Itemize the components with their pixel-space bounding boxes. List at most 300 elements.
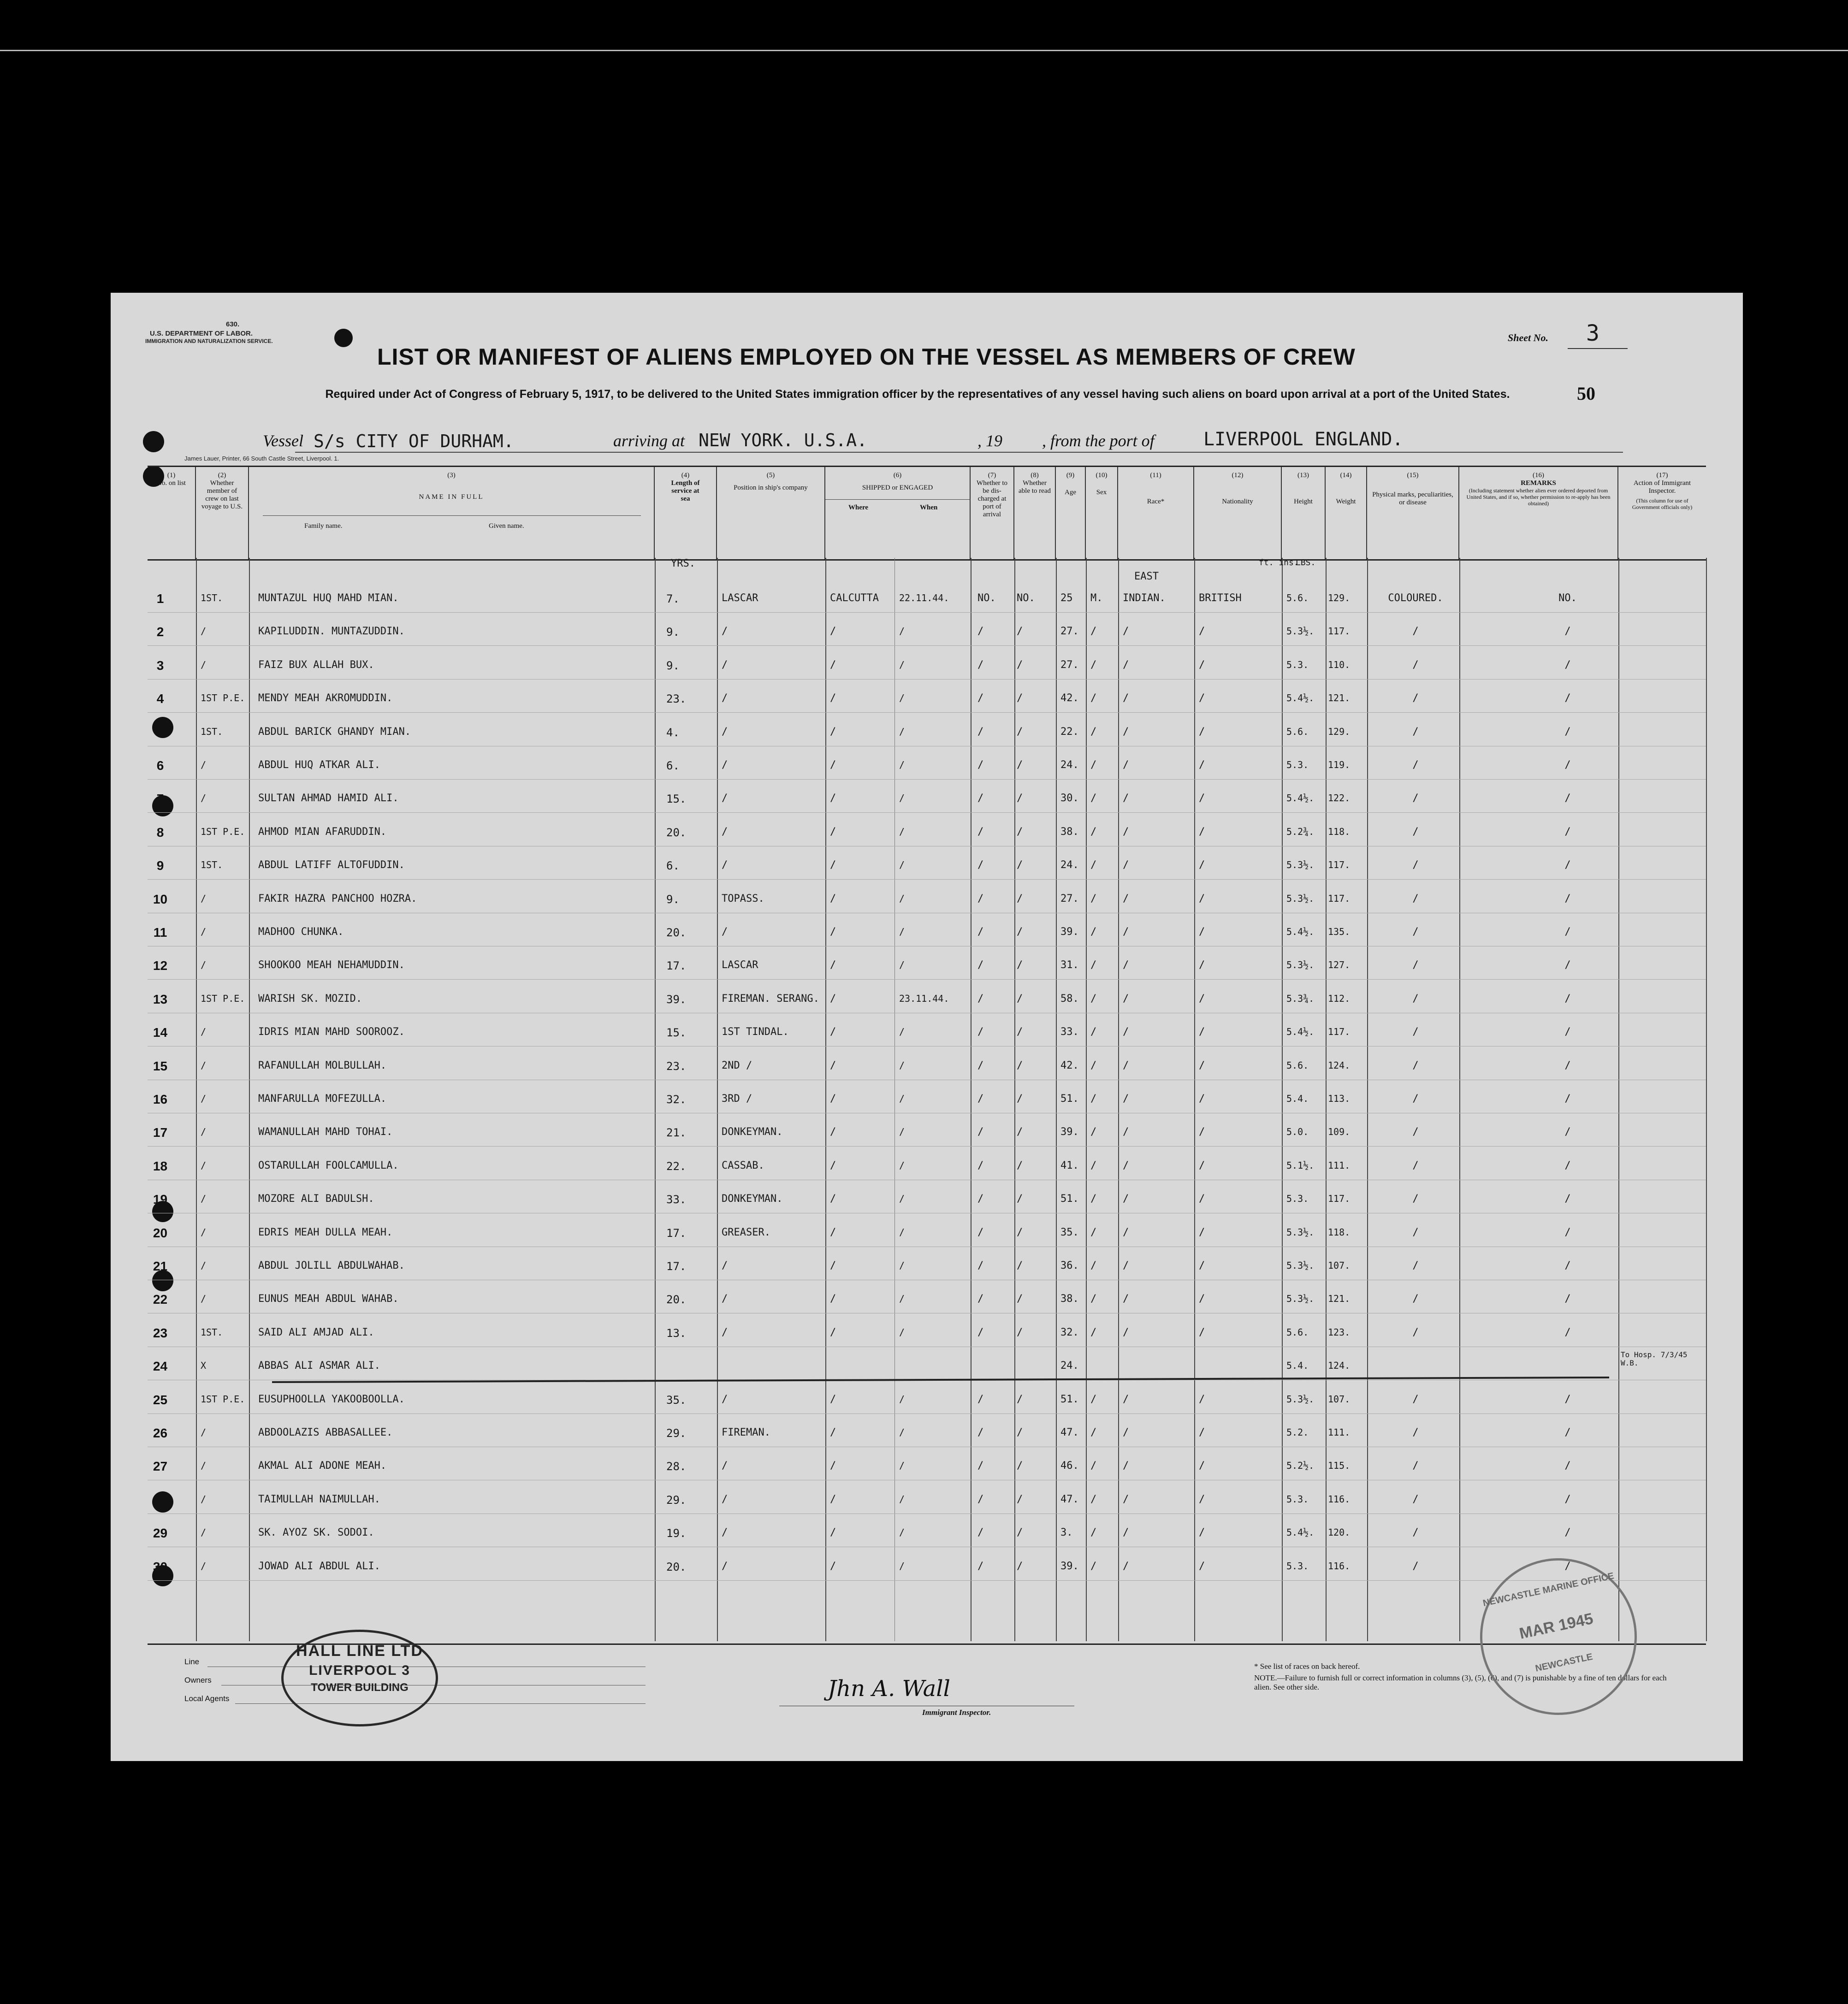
cell-nat: / [1199,1059,1205,1071]
column-rule [1118,558,1119,1641]
cell-remarks: / [1564,792,1571,804]
row-number: 11 [153,925,167,940]
cell-read: / [1017,993,1023,1005]
cell-when: / [899,1293,905,1305]
cell-marks: / [1412,1293,1419,1305]
cell-age: 41. [1060,1159,1079,1171]
col-header-11: (11) Race* [1118,467,1194,559]
cell-prev: 1ST. [201,859,223,871]
cell-read: / [1017,1126,1023,1138]
cell-service: 33. [666,1193,687,1206]
cell-height: 5.4½. [1286,1527,1315,1538]
cell-prev: 1ST P.E. [201,1393,245,1405]
cell-age: 42. [1060,1059,1079,1071]
cell-disch: / [977,1527,984,1539]
cell-position: 3RD / [722,1093,752,1105]
cell-sex: / [1090,1093,1097,1105]
cell-prev: / [201,1093,207,1104]
cell-where: / [830,1193,836,1205]
cell-read: / [1017,626,1023,638]
column-rule [1326,558,1327,1641]
cell-disch: / [977,1326,984,1338]
cell-remarks: / [1564,1293,1571,1305]
cell-read: / [1017,759,1023,771]
column-rule [196,558,197,1641]
cell-position: / [722,1260,728,1271]
cell-age: 39. [1060,1560,1079,1572]
cell-read: / [1017,1226,1023,1238]
cell-nat: / [1199,1159,1205,1171]
row-number: 4 [156,692,164,706]
cell-nat: / [1199,1126,1205,1138]
sheet-number: 3 [1586,320,1599,346]
row-rule [148,712,1706,713]
cell-when: / [899,792,905,804]
cell-marks: / [1412,1260,1419,1271]
cell-sex: / [1090,1159,1097,1171]
cell-weight: 118. [1328,1226,1350,1238]
cell-weight: 135. [1328,926,1350,937]
cell-sex: / [1090,993,1097,1005]
cell-disch: / [977,1126,984,1138]
cell-height: 5.0. [1286,1126,1309,1138]
year-label: , 19 [977,432,1002,450]
cell-weight: 117. [1328,859,1350,871]
cell-position: / [722,792,728,804]
cell-when: / [899,893,905,904]
arriving-port: NEW YORK. U.S.A. [699,430,868,450]
cell-age: 27. [1060,659,1079,671]
row-number: 3 [156,658,164,673]
row-rule [148,979,1706,980]
cell-disch: / [977,993,984,1005]
cell-sex: / [1090,1293,1097,1305]
cell-age: 36. [1060,1260,1079,1271]
cell-remarks: / [1564,1326,1571,1338]
col-header-6: (6) SHIPPED or ENGAGED Where When [825,467,971,559]
cell-height: 5.3. [1286,1560,1309,1572]
cell-position: / [722,826,728,838]
cell-age: 24. [1060,759,1079,771]
cell-read: / [1017,859,1023,871]
col-header-8: (8) Whether able to read [1014,467,1056,559]
cell-service: 29. [666,1493,687,1507]
cell-position: / [722,1560,728,1572]
row-number: 16 [153,1092,168,1106]
cell-name: RAFANULLAH MOLBULLAH. [258,1059,387,1071]
sheet-label: Sheet No. [1508,332,1548,343]
cell-race: / [1123,759,1129,771]
cell-nat: / [1199,626,1205,638]
cell-height: 5.2. [1286,1427,1309,1438]
cell-marks: / [1412,1460,1419,1472]
form-number: 630. [226,320,240,328]
cell-nat: / [1199,993,1205,1005]
row-number: 13 [153,992,168,1006]
cell-remarks: NO. [1558,592,1577,604]
cell-service: 29. [666,1427,687,1440]
cell-sex: / [1090,759,1097,771]
cell-age: 47. [1060,1427,1079,1438]
page-number: 50 [1577,383,1595,404]
cell-name: MENDY MEAH AKROMUDDIN. [258,692,393,704]
cell-name: EUNUS MEAH ABDUL WAHAB. [258,1293,399,1305]
cell-service: 35. [666,1393,687,1407]
cell-remarks: / [1564,1527,1571,1539]
row-number: 26 [153,1426,168,1440]
cell-height: 5.4. [1286,1093,1309,1104]
cell-weight: 124. [1328,1360,1350,1371]
cell-sex: / [1090,1059,1097,1071]
row-rule [148,645,1706,646]
cell-action: To Hosp. 7/3/45 W.B. [1621,1351,1688,1368]
cell-where: / [830,1260,836,1271]
cell-prev: / [201,792,207,804]
cell-remarks: / [1564,1226,1571,1238]
row-rule [148,879,1706,880]
cell-sex: / [1090,1126,1097,1138]
cell-height: 5.3½. [1286,1260,1315,1271]
cell-where: / [830,1226,836,1238]
service-unit: YRS. [671,558,695,569]
cell-when: 23.11.44. [899,993,949,1004]
cell-remarks: / [1564,759,1571,771]
cell-position: / [722,1527,728,1539]
cell-height: 5.6. [1286,1326,1309,1338]
cell-position: / [722,1326,728,1338]
cell-age: 3. [1060,1527,1073,1539]
cell-prev: / [201,759,207,770]
cell-service: 23. [666,1059,687,1073]
cell-remarks: / [1564,1159,1571,1171]
cell-position: 2ND / [722,1059,752,1071]
cell-prev: / [201,1126,207,1138]
cell-sex: / [1090,1193,1097,1205]
cell-read: / [1017,1560,1023,1572]
cell-position: / [722,1293,728,1305]
row-number: 28 [153,1492,168,1507]
cell-name: JOWAD ALI ABDUL ALI. [258,1560,380,1572]
cell-race: / [1123,626,1129,638]
cell-read: / [1017,926,1023,938]
races-note: * See list of races on back hereof. [1254,1662,1360,1671]
cell-weight: 116. [1328,1560,1350,1572]
cell-sex: / [1090,1493,1097,1505]
row-rule [148,1580,1706,1581]
cell-prev: / [201,1493,207,1505]
cell-service: 23. [666,692,687,706]
cell-nat: / [1199,792,1205,804]
row-number: 9 [156,858,164,873]
cell-race: / [1123,659,1129,671]
vessel-label: Vessel [263,432,303,450]
cell-height: 5.4½. [1286,792,1315,804]
cell-when: / [899,959,905,971]
cell-where: / [830,893,836,904]
cell-name: ABBAS ALI ASMAR ALI. [258,1360,380,1372]
cell-position: / [722,926,728,938]
cell-marks: / [1412,926,1419,938]
cell-height: 5.3¾. [1286,993,1315,1004]
line-label: Line [184,1657,200,1666]
col-header-9: (9) Age [1056,467,1086,559]
cell-marks: / [1412,1126,1419,1138]
cell-position: / [722,692,728,704]
cell-remarks: / [1564,1093,1571,1105]
cell-race: / [1123,1026,1129,1038]
cell-weight: 107. [1328,1260,1350,1271]
cell-read: / [1017,1059,1023,1071]
cell-disch: / [977,759,984,771]
cell-marks: / [1412,1159,1419,1171]
cell-nat: / [1199,893,1205,904]
cell-when: / [899,926,905,937]
cell-position: DONKEYMAN. [722,1126,783,1138]
cell-prev: 1ST P.E. [201,826,245,837]
cell-where: / [830,959,836,971]
cell-name: SK. AYOZ SK. SODOI. [258,1527,374,1539]
cell-nat: / [1199,726,1205,738]
cell-marks: / [1412,826,1419,838]
col-header-2: (2) Whether member of crew on last voyage to U.S. [196,467,249,559]
cell-remarks: / [1564,1260,1571,1271]
cell-age: 39. [1060,1126,1079,1138]
cell-position: / [722,659,728,671]
row-number: 20 [153,1225,168,1240]
cell-nat: / [1199,859,1205,871]
cell-service: 7. [666,592,680,605]
col-header-10: (10) Sex [1086,467,1118,559]
cell-age: 46. [1060,1460,1079,1472]
cell-remarks: / [1564,859,1571,871]
cell-weight: 124. [1328,1059,1350,1071]
cell-position: LASCAR [722,592,758,604]
cell-height: 5.3. [1286,759,1309,770]
height-unit: ft. ins. [1259,558,1299,568]
cell-marks: / [1412,1326,1419,1338]
col-header-13: (13) Height [1282,467,1326,559]
col-header-16: (16) REMARKS (Including statement whether alien ever ordered deported from United States, and if so, whether permission to re-apply has been obtained) [1459,467,1618,559]
cell-race: / [1123,859,1129,871]
cell-age: 38. [1060,826,1079,838]
cell-service: 13. [666,1326,687,1340]
cell-nat: / [1199,926,1205,938]
cell-disch: / [977,659,984,671]
cell-when: / [899,1126,905,1138]
row-number: 7 [156,792,164,806]
cell-service: 22. [666,1159,687,1173]
cell-weight: 117. [1328,1026,1350,1038]
cell-where: / [830,1059,836,1071]
cell-service: 20. [666,1293,687,1306]
cell-where: / [830,1393,836,1405]
cell-race: / [1123,893,1129,904]
cell-service: 19. [666,1527,687,1540]
cell-position: / [722,759,728,771]
cell-position: / [722,1460,728,1472]
cell-position: / [722,1493,728,1505]
cell-prev: 1ST. [201,726,223,737]
cell-where: / [830,1093,836,1105]
cell-prev: / [201,659,207,670]
row-number: 15 [153,1058,168,1073]
cell-disch: / [977,692,984,704]
col-header-12: (12) Nationality [1194,467,1282,559]
cell-weight: 119. [1328,759,1350,770]
cell-name: KAPILUDDIN. MUNTAZUDDIN. [258,626,405,638]
cell-race: / [1123,1326,1129,1338]
cell-weight: 120. [1328,1527,1350,1538]
cell-nat: / [1199,1393,1205,1405]
cell-name: SULTAN AHMAD HAMID ALI. [258,792,399,804]
cell-name: MANFARULLA MOFEZULLA. [258,1093,387,1105]
cell-weight: 117. [1328,893,1350,904]
cell-age: 51. [1060,1093,1079,1105]
cell-disch: / [977,1393,984,1405]
cell-when: / [899,1193,905,1205]
cell-age: 51. [1060,1393,1079,1405]
cell-nat: / [1199,1226,1205,1238]
cell-marks: / [1412,1560,1419,1572]
cell-marks: / [1412,1226,1419,1238]
cell-nat: / [1199,759,1205,771]
cell-weight: 117. [1328,1193,1350,1205]
cell-sex: / [1090,1527,1097,1539]
marine-office-stamp: NEWCASTLE MARINE OFFICE MAR 1945 NEWCASTLE [1465,1543,1651,1729]
cell-race: / [1123,1093,1129,1105]
cell-weight: 129. [1328,592,1350,603]
cell-nat: / [1199,1493,1205,1505]
column-rule [655,558,656,1641]
cell-where: / [830,759,836,771]
cell-prev: / [201,1293,207,1305]
cell-marks: / [1412,626,1419,638]
column-rule [825,558,826,1641]
cell-marks: / [1412,1427,1419,1438]
cell-where: / [830,993,836,1005]
cell-sex: / [1090,893,1097,904]
cell-read: / [1017,1093,1023,1105]
cell-height: 5.6. [1286,1059,1309,1071]
cell-disch: / [977,1460,984,1472]
cell-where: / [830,659,836,671]
cell-prev: / [201,926,207,937]
cell-where: / [830,1493,836,1505]
col-header-14: (14) Weight [1326,467,1367,559]
page-subtitle: Required under Act of Congress of February 5, 1917, to be delivered to the United States immigration officer by the representatives of any vessel having such aliens on board upon arrival at a port of the United States. [325,388,1510,401]
row-number: 8 [156,825,164,839]
cell-marks: / [1412,759,1419,771]
column-rule [1459,558,1460,1641]
service-name: IMMIGRATION AND NATURALIZATION SERVICE. [145,338,273,344]
col-header-15: (15) Physical marks, peculiarities, or disease [1367,467,1459,559]
cell-race: / [1123,993,1129,1005]
cell-race: / [1123,959,1129,971]
cell-height: 5.3½. [1286,1393,1315,1405]
cell-position: FIREMAN. SERANG. [722,993,819,1005]
cell-name: MOZORE ALI BADULSH. [258,1193,374,1205]
cell-height: 5.4½. [1286,1026,1315,1038]
cell-marks: / [1412,659,1419,671]
column-rule [1014,558,1015,1641]
penalty-note: NOTE.—Failure to furnish full or correct information in columns (3), (5), (6), and (7) is punishable by a fine of ten dollars for each alien. See other side. [1254,1673,1667,1691]
cell-disch: / [977,1260,984,1271]
column-header-block [148,466,1706,561]
cell-remarks: / [1564,826,1571,838]
agents-label: Local Agents [184,1694,230,1703]
cell-weight: 118. [1328,826,1350,837]
cell-remarks: / [1564,1393,1571,1405]
column-rule [894,558,895,1641]
cell-age: 38. [1060,1293,1079,1305]
cell-sex: / [1090,1326,1097,1338]
inspector-signature: Jhn A. Wall [828,1676,950,1702]
cell-name: OSTARULLAH FOOLCAMULLA. [258,1159,399,1171]
cell-service: 32. [666,1093,687,1106]
cell-remarks: / [1564,1059,1571,1071]
cell-marks: COLOURED. [1388,592,1443,604]
cell-disch: / [977,893,984,904]
cell-read: / [1017,1460,1023,1472]
cell-disch: / [977,792,984,804]
cell-prev: / [201,626,207,637]
row-rule [148,1146,1706,1147]
cell-position: DONKEYMAN. [722,1193,783,1205]
cell-height: 5.3½. [1286,1293,1315,1305]
cell-age: 39. [1060,926,1079,938]
manifest-sheet [111,293,1743,1761]
cell-prev: / [201,893,207,904]
cell-read: / [1017,726,1023,738]
row-number: 10 [153,892,168,906]
cell-age: 51. [1060,1193,1079,1205]
cell-prev: X [201,1360,207,1371]
cell-marks: / [1412,1093,1419,1105]
cell-name: AHMOD MIAN AFARUDDIN. [258,826,387,838]
cell-service: 6. [666,859,680,873]
printer-imprint: James Lauer, Printer, 66 South Castle Street, Liverpool. 1. [184,455,339,462]
cell-sex: / [1090,859,1097,871]
cell-prev: / [201,1560,207,1572]
department-name: U.S. DEPARTMENT OF LABOR. [150,330,253,337]
cell-weight: 111. [1328,1159,1350,1171]
cell-read: / [1017,1026,1023,1038]
cell-where: / [830,826,836,838]
cell-when: / [899,659,905,670]
cell-marks: / [1412,1193,1419,1205]
cell-nat: / [1199,1326,1205,1338]
cell-where: / [830,1159,836,1171]
cell-name: SAID ALI AMJAD ALI. [258,1326,374,1338]
cell-weight: 113. [1328,1093,1350,1104]
cell-service: 15. [666,1026,687,1040]
row-number: 1 [156,591,164,606]
cell-height: 5.3½. [1286,893,1315,904]
from-port-label: , from the port of [1042,432,1155,450]
cell-disch: NO. [977,592,996,604]
row-number: 14 [153,1025,168,1040]
cell-read: / [1017,893,1023,904]
cell-marks: / [1412,1393,1419,1405]
cell-nat: / [1199,692,1205,704]
cell-remarks: / [1564,1560,1571,1572]
cell-sex: / [1090,1427,1097,1438]
cell-sex: / [1090,1260,1097,1271]
cell-age: 30. [1060,792,1079,804]
cell-sex: M. [1090,592,1103,604]
cell-race: / [1123,792,1129,804]
row-number: 2 [156,625,164,639]
